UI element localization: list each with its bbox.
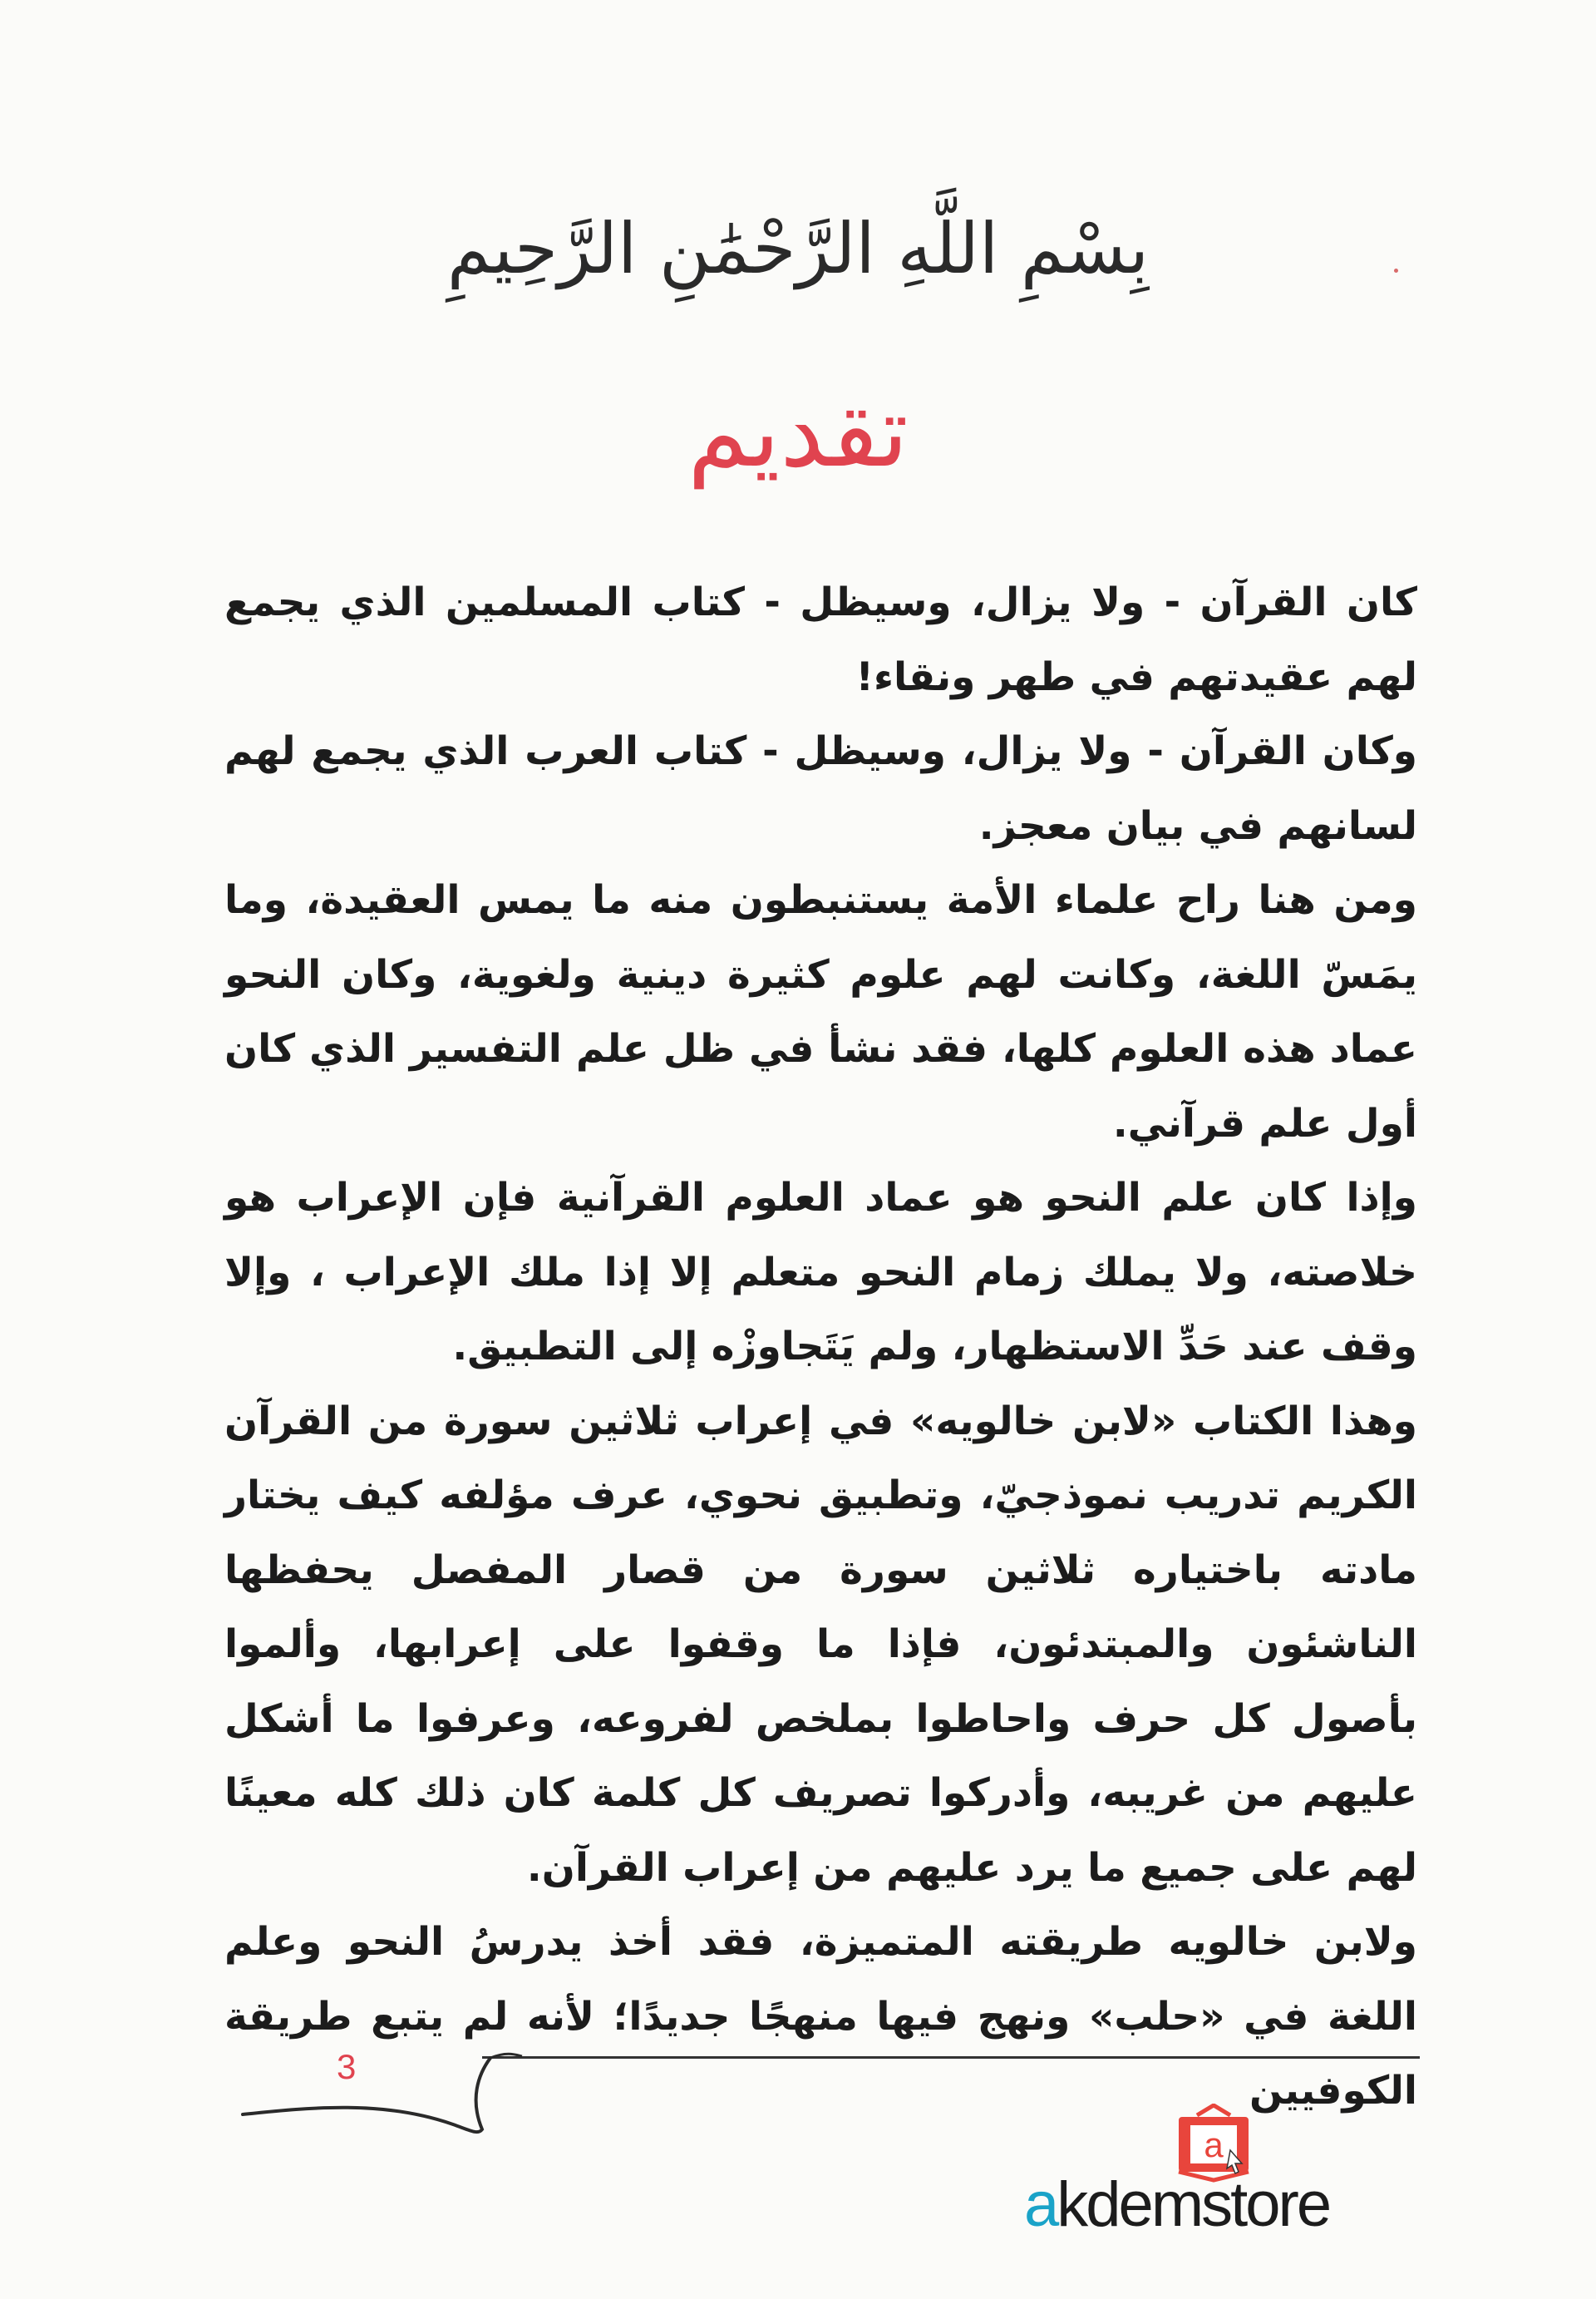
- body-text: [224, 565, 1417, 2129]
- paragraph: وكان القرآن - ولا يزال، وسيظل - كتاب العرب الذي يجمع لهم لسانهم في بيان معجز.: [224, 728, 1417, 849]
- paragraph: كان القرآن - ولا يزال، وسيظل - كتاب المسلمين الذي يجمع لهم عقيدتهم في طهر ونقاء!: [224, 580, 1417, 700]
- brand-a: a: [1024, 2169, 1057, 2240]
- page-title: تقديم: [687, 374, 909, 489]
- paragraph: ومن هنا راح علماء الأمة يستنبطون منه ما يمس العقيدة، وما يمَسّ اللغة، وكانت لهم علوم كثيرة دينية ولغوية، وكان النحو عماد هذه العلوم كلها، فقد نشأ في ظل علم التفسير الذي كان أول علم قرآني.: [224, 877, 1417, 1147]
- footer-swoosh-ornament: [241, 2050, 524, 2149]
- logo-letter: a: [1204, 2125, 1224, 2164]
- paragraph: وهذا الكتاب «لابن خالويه» في إعراب ثلاثين سورة من القرآن الكريم تدريب نموذجيّ، وتطبيق نحوي، عرف مؤلفه كيف يختار مادته باختياره ثلاثين سورة من قصار المفصل يحفظها الناشئون والمبتدئون، فإذا ما وقفوا على إعرابها، وألموا بأصول كل حرف واحاطوا بملخص لفروعه، وعرفوا ما أشكل عليهم من غريبه، وأدركوا تصريف كل كلمة كان ذلك كله معينًا لهم على جميع ما يرد عليهم من إعراب القرآن.: [224, 1398, 1417, 1891]
- paragraph: ولابن خالويه طريقته المتميزة، فقد أخذ يدرسُ النحو وعلم اللغة في «حلب» ونهج فيها منهجًا جديدًا؛ لأنه لم يتبع طريقة الكوفيين: [224, 1919, 1417, 2114]
- store-watermark-logo: [1024, 2104, 1415, 2240]
- footer-rule: [482, 2056, 1420, 2059]
- brand-rest: kdemstore: [1057, 2169, 1330, 2240]
- brand-name: [1024, 2168, 1329, 2241]
- paragraph: وإذا كان علم النحو هو عماد العلوم القرآنية فإن الإعراب هو خلاصته، ولا يملك زمام النحو متعلم إلا إذا ملك الإعراب ، وإلا وقف عند حَدِّ الاستظهار، ولم يَتَجاوزْه إلى التطبيق.: [224, 1175, 1417, 1369]
- basmala: بِسْمِ اللَّهِ الرَّحْمَٰنِ الرَّحِيمِ: [446, 208, 1150, 289]
- page-number: 3: [337, 2047, 357, 2086]
